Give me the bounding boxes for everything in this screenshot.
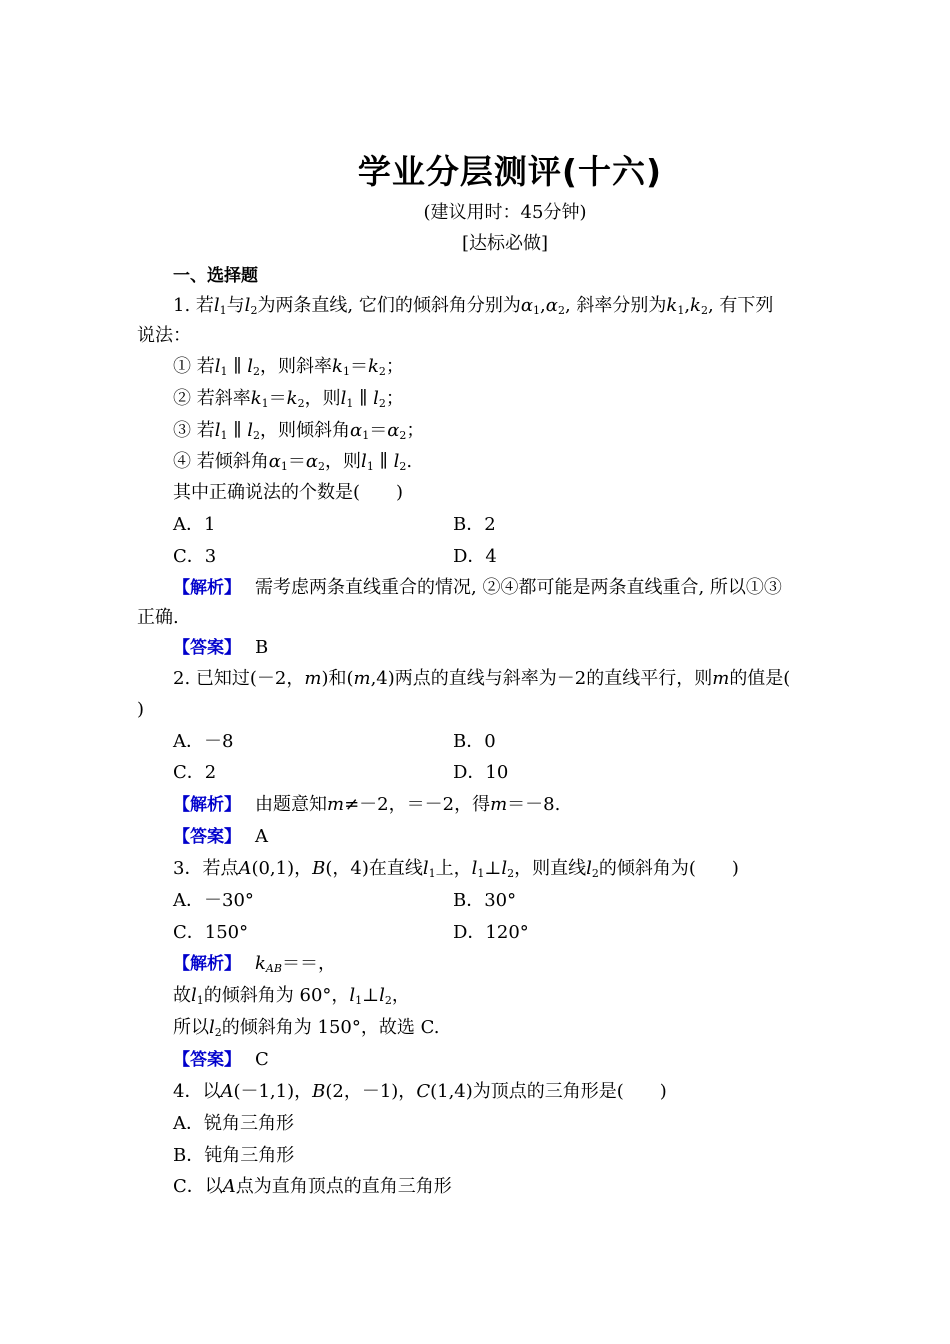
q4-option-b: B．钝角三角形	[173, 1145, 295, 1166]
q1-analysis: 【解析】 需考虑两条直线重合的情况, ②④都可能是两条直线重合, 所以①③	[173, 577, 782, 598]
page-title: 学业分层测评(十六)	[357, 152, 663, 191]
answer-tag: 【答案】	[173, 638, 241, 658]
q1-option-b: B．2	[453, 514, 496, 535]
q1-stem-line1: 1. 若$l_1$与$l_2$为两条直线, 它们的倾斜角分别为$\alpha_1,\alpha_2$, 斜率分别为$k_1,k_2$, 有下列	[173, 295, 774, 317]
q2-option-b: B．0	[453, 731, 496, 752]
q1-statement-3: ③ 若$l_1$ ∥ $l_2$，则倾斜角$\alpha_1=\alpha_2$；	[173, 420, 425, 442]
q3-option-d: D．120°	[453, 922, 529, 943]
q2-option-d: D．10	[453, 762, 509, 783]
q1-option-c: C．3	[173, 546, 217, 567]
q1-statement-1: ① 若$l_1$ ∥ $l_2$，则斜率$k_1=k_2$；	[173, 356, 404, 378]
q1-option-a: A．1	[173, 514, 216, 535]
q4-option-a: A．锐角三角形	[173, 1113, 294, 1134]
q3-answer: 【答案】 C	[173, 1049, 269, 1070]
q4-stem: 4．以A(－1,1)，B(2，－1)，C(1,4)为顶点的三角形是( )	[173, 1081, 667, 1102]
section-heading: 一、选择题	[173, 266, 258, 286]
q1-option-d: D．4	[453, 546, 497, 567]
q3-analysis: 【解析】 $k_{AB}==$，	[173, 953, 336, 975]
answer-tag: 【答案】	[173, 827, 241, 847]
level-label: [达标必做]	[461, 233, 549, 254]
q2-answer: 【答案】 A	[173, 826, 268, 847]
q2-analysis: 【解析】 由题意知m≠－2，＝－2，得m＝－8.	[173, 794, 561, 815]
q3-option-c: C．150°	[173, 922, 249, 943]
q2-option-a: A．－8	[173, 731, 234, 752]
analysis-tag: 【解析】	[173, 578, 241, 598]
q3-analysis-line3: 所以$l_2$的倾斜角为 150°，故选 C.	[173, 1017, 440, 1039]
q3-option-a: A．－30°	[173, 890, 254, 911]
q3-analysis-line2: 故$l_1$的倾斜角为 60°，$l_1\perp l_2$，	[173, 985, 410, 1007]
q3-option-b: B．30°	[453, 890, 517, 911]
q2-stem-line2: )	[137, 699, 145, 720]
q1-answer: 【答案】 B	[173, 637, 269, 658]
q2-stem-line1: 2. 已知过(－2，m)和(m,4)两点的直线与斜率为－2的直线平行，则m的值是(	[173, 668, 791, 689]
time-note: (建议用时：45分钟)	[423, 202, 587, 223]
analysis-tag: 【解析】	[173, 954, 241, 974]
q1-statement-2: ② 若斜率$k_1=k_2$，则$l_1$ ∥ $l_2$；	[173, 388, 404, 410]
q1-analysis-line2: 正确.	[137, 607, 179, 628]
q1-stem-line2: 说法：	[137, 325, 191, 346]
q3-stem: 3．若点A(0,1)，B(，4)在直线$l_1$上，$l_1\perp l_2$，则直线$l_2$的倾斜角为( )	[173, 858, 739, 880]
q2-option-c: C．2	[173, 762, 217, 783]
q1-question: 其中正确说法的个数是( )	[173, 482, 404, 503]
answer-tag: 【答案】	[173, 1050, 241, 1070]
q4-option-c: C．以A点为直角顶点的直角三角形	[173, 1176, 452, 1197]
q1-statement-4: ④ 若倾斜角$\alpha_1=\alpha_2$，则$l_1$ ∥ $l_2$.	[173, 451, 413, 473]
analysis-tag: 【解析】	[173, 795, 241, 815]
